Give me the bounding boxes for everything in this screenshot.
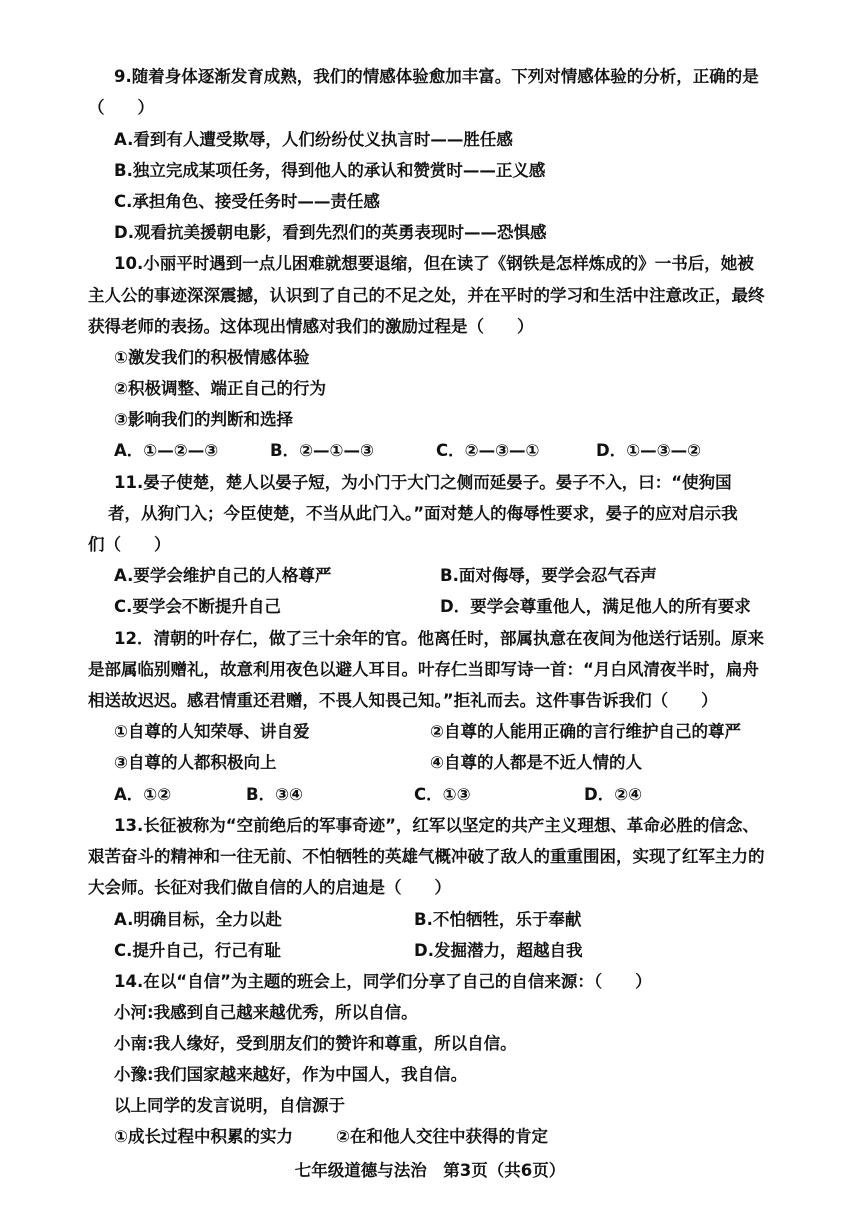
- option-b: B.面对侮辱，要学会忍气吞声: [440, 566, 657, 585]
- question-stem-line: 是部属临别赠礼，故意利用夜色以避人耳目。叶存仁当即写诗一首：“月白风清夜半时，扁舟: [88, 660, 759, 679]
- statement-item: ③自尊的人都积极向上: [114, 753, 277, 772]
- question-stem-line: 获得老师的表扬。这体现出情感对我们的激励过程是（ ）: [88, 317, 534, 336]
- option-d: D.发掘潜力，超越自我: [414, 941, 583, 960]
- dialogue-line: 小南:我人缘好，受到朋友们的赞许和尊重，所以自信。: [114, 1034, 517, 1053]
- option-c: C.要学会不断提升自己: [114, 597, 281, 616]
- statement-item: ②在和他人交往中获得的肯定: [336, 1127, 548, 1146]
- question-stem-line: （ ）: [88, 98, 154, 117]
- option-a: A.明确目标，全力以赴: [114, 910, 282, 929]
- option-a: A．①②: [114, 785, 172, 804]
- dialogue-line: 小河:我感到自己越来越优秀，所以自信。: [114, 1003, 418, 1022]
- option-d: D.观看抗美援朝电影，看到先烈们的英勇表现时——恐惧感: [114, 223, 547, 242]
- question-stem-line: 大会师。长征对我们做自信的人的启迪是（ ）: [88, 878, 451, 897]
- option-b: B．③④: [246, 785, 304, 804]
- option-c: C．②—③—①: [436, 441, 540, 460]
- dialogue-line: 小豫:我们国家越来越好，作为中国人，我自信。: [114, 1065, 468, 1084]
- question-stem-line: 14.在以“自信”为主题的班会上，同学们分享了自己的自信来源：（ ）: [114, 972, 652, 991]
- option-c: C.承担角色、接受任务时——责任感: [114, 192, 380, 211]
- statement-item: ②积极调整、端正自己的行为: [114, 379, 326, 398]
- statement-item: ③影响我们的判断和选择: [114, 410, 293, 429]
- statement-item: ②自尊的人能用正确的言行维护自己的尊严: [430, 722, 741, 741]
- option-a: A.要学会维护自己的人格尊严: [114, 566, 332, 585]
- statement-item: ①自尊的人知荣辱、讲自爱: [114, 722, 310, 741]
- question-stem-line: 12．清朝的叶存仁，做了三十余年的官。他离任时，部属执意在夜间为他送行话别。原来: [114, 629, 764, 648]
- question-stem-line: 者，从狗门入；今臣使楚，不当从此门入。”面对楚人的侮辱性要求，晏子的应对启示我: [108, 504, 738, 523]
- statement-item: ①激发我们的积极情感体验: [114, 348, 310, 367]
- question-stem-line: 13.长征被称为“空前绝后的军事奇迹”，红军以坚定的共产主义理想、革命必胜的信念、: [114, 816, 759, 835]
- option-b: B．②—①—③: [270, 441, 374, 460]
- question-stem-line: 10.小丽平时遇到一点儿困难就想要退缩，但在读了《钢铁是怎样炼成的》一书后，她被: [114, 254, 754, 273]
- question-stem-line: 9.随着身体逐渐发育成熟，我们的情感体验愈加丰富。下列对情感体验的分析，正确的是: [114, 67, 759, 86]
- question-stem-line: 们（ ）: [88, 535, 171, 554]
- conclusion-line: 以上同学的发言说明，自信源于: [114, 1096, 345, 1115]
- question-stem-line: 艰苦奋斗的精神和一往无前、不怕牺牲的英雄气概冲破了敌人的重重围困，实现了红军主力的: [88, 847, 765, 866]
- question-stem-line: 主人公的事迹深深震撼，认识到了自己的不足之处，并在平时的学习和生活中注意改正，最终: [88, 286, 765, 305]
- option-d: D．②④: [584, 785, 643, 804]
- option-a: A.看到有人遭受欺辱，人们纷纷仗义执言时——胜任感: [114, 130, 513, 149]
- option-b: B.不怕牺牲，乐于奉献: [414, 910, 582, 929]
- statement-item: ①成长过程中积累的实力: [114, 1127, 293, 1146]
- option-c: C.提升自己，行己有耻: [114, 941, 281, 960]
- question-stem-line: 相送故迟迟。感君情重还君赠，不畏人知畏己知。”拒礼而去。这件事告诉我们（ ）: [88, 691, 718, 710]
- option-b: B.独立完成某项任务，得到他人的承认和赞赏时——正义感: [114, 161, 546, 180]
- option-c: C．①③: [414, 785, 471, 804]
- question-stem-line: 11.晏子使楚，楚人以晏子短，为小门于大门之侧而延晏子。晏子不入，曰：“使狗国: [114, 473, 732, 492]
- page-footer: 七年级道德与法治 第3页（共6页）: [294, 1161, 566, 1180]
- option-d: D．①—③—②: [596, 441, 702, 460]
- statement-item: ④自尊的人都是不近人情的人: [430, 753, 642, 772]
- option-d: D．要学会尊重他人，满足他人的所有要求: [440, 597, 751, 616]
- option-a: A．①—②—③: [114, 441, 219, 460]
